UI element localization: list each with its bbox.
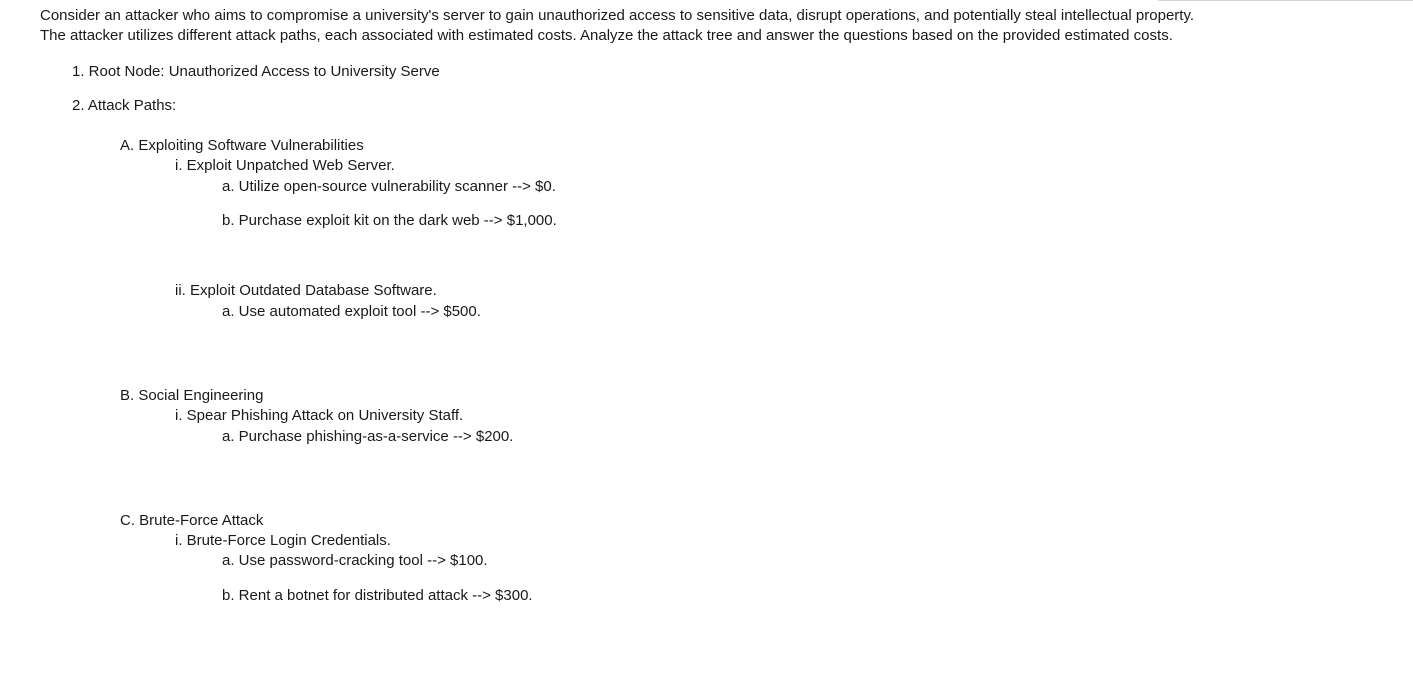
top-divider	[1158, 0, 1413, 1]
root-node-item: 1. Root Node: Unauthorized Access to University Serve	[72, 63, 440, 80]
path-b-sub1-title: i. Spear Phishing Attack on University Staff.	[175, 407, 464, 424]
path-b-title: B. Social Engineering	[120, 387, 264, 404]
path-a-sub1-option-b: b. Purchase exploit kit on the dark web --> $1,000.	[222, 212, 557, 229]
attack-paths-heading: 2. Attack Paths:	[72, 97, 177, 114]
path-a-sub1-option-a: a. Utilize open-source vulnerability scanner --> $0.	[222, 178, 556, 195]
path-c-sub1-title: i. Brute-Force Login Credentials.	[175, 532, 391, 549]
path-a-title: A. Exploiting Software Vulnerabilities	[120, 137, 364, 154]
path-c-sub1-option-a: a. Use password-cracking tool --> $100.	[222, 552, 488, 569]
path-c-title: C. Brute-Force Attack	[120, 512, 264, 529]
path-a-sub2-title: ii. Exploit Outdated Database Software.	[175, 282, 437, 299]
path-a-sub1-title: i. Exploit Unpatched Web Server.	[175, 157, 395, 174]
intro-line-1: Consider an attacker who aims to compromise a university's server to gain unauthorized access to sensitive data, disrupt operations, and potentially steal intellectual property.	[40, 7, 1195, 24]
path-a-sub2-option-a: a. Use automated exploit tool --> $500.	[222, 303, 481, 320]
path-b-sub1-option-a: a. Purchase phishing-as-a-service --> $200.	[222, 428, 514, 445]
path-c-sub1-option-b: b. Rent a botnet for distributed attack --> $300.	[222, 587, 533, 604]
intro-line-2: The attacker utilizes different attack paths, each associated with estimated costs. Analyze the attack tree and answer the questions based on the provided estimated costs.	[40, 27, 1173, 44]
